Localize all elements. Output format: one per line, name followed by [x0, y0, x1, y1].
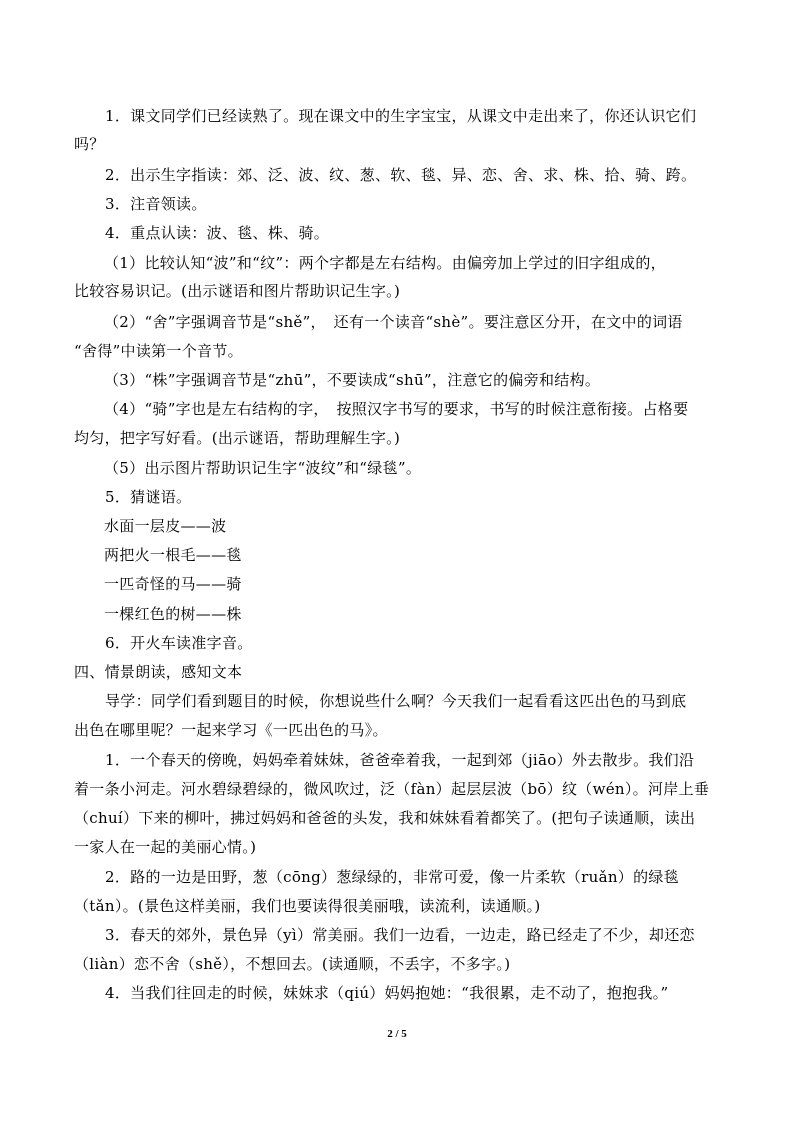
text-line: 一棵红色的树——株	[104, 605, 242, 623]
text-line: 一匹奇怪的马——骑	[104, 575, 242, 593]
text-line: 1．一个春天的傍晚，妈妈牵着妹妹，爸爸牵着我，一起到郊（jiāo）外去散步。我们沿	[105, 751, 695, 769]
text-line: 2．出示生字指读：郊、泛、波、纹、葱、软、毯、异、恋、舍、求、株、拾、骑、跨。	[105, 166, 697, 184]
text-line: 水面一层皮——波	[104, 517, 227, 535]
text-line: 4．当我们往回走的时候，妹妹求（qiú）妈妈抱她：“我很累，走不动了，抱抱我。”	[105, 984, 669, 1002]
text-line: 着一条小河走。河水碧绿碧绿的，微风吹过，泛（fàn）起层层波（bō）纹（wén）。河岸上垂	[74, 780, 710, 798]
section-heading: 四、情景朗读，感知文本	[74, 663, 243, 681]
text-line: 出色在哪里呢？一起来学习《一匹出色的马》。	[74, 721, 388, 739]
text-line: （chuí）下来的柳叶，拂过妈妈和爸爸的头发，我和妹妹看着都笑了。(把句子读通顺，读出	[74, 809, 696, 827]
text-line: “舍得”中读第一个音节。	[74, 342, 243, 360]
text-line: 3．注音领读。	[105, 195, 207, 213]
text-line: 一家人在一起的美丽心情。)	[74, 838, 257, 856]
text-line: 1．课文同学们已经读熟了。现在课文中的生字宝宝，从课文中走出来了，你还认识它们	[105, 107, 697, 125]
text-line: 比较容易识记。(出示谜语和图片帮助识记生字。)	[74, 282, 401, 300]
text-line: 3．春天的郊外，景色异（yì）常美丽。我们一边看，一边走，路已经走了不少，却还恋	[105, 926, 695, 944]
text-line: （1）比较认知“波”和“纹”：两个字都是左右结构。由偏旁加上学过的旧字组成的，	[104, 254, 666, 272]
text-line: 5．猜谜语。	[105, 488, 192, 506]
text-line: 导学：同学们看到题目的时候，你想说些什么啊？今天我们一起看看这匹出色的马到底	[105, 692, 687, 710]
text-line: （4）“骑”字也是左右结构的字， 按照汉字书写的要求，书写的时候注意衔接。占格要	[104, 400, 689, 418]
text-line: 吗？	[74, 135, 105, 153]
page-number: 2 / 5	[387, 1028, 407, 1040]
text-line: 4．重点认读：波、毯、株、骑。	[105, 224, 330, 242]
text-line: （3）“株”字强调音节是“zhū”，不要读成“shū”，注意它的偏旁和结构。	[104, 371, 601, 389]
text-line: （2）“舍”字强调音节是“shě”， 还有一个读音“shè”。要注意区分开，在文中的词语	[104, 313, 683, 331]
text-line: 两把火一根毛——毯	[104, 546, 242, 564]
text-line: 2．路的一边是田野，葱（cōng）葱绿绿的，非常可爱，像一片柔软（ruǎn）的绿毯	[105, 868, 679, 886]
text-line: （liàn）恋不舍（shě），不想回去。(读通顺，不丢字，不多字。)	[74, 955, 511, 973]
text-line: （5）出示图片帮助识记生字“波纹”和“绿毯”。	[104, 459, 422, 477]
text-line: 6．开火车读准字音。	[105, 634, 253, 652]
text-line: 均匀，把字写好看。(出示谜语，帮助理解生字。)	[74, 429, 401, 447]
text-line: （tǎn）。(景色这样美丽，我们也要读得很美丽哦，读流利，读通顺。)	[74, 897, 541, 915]
